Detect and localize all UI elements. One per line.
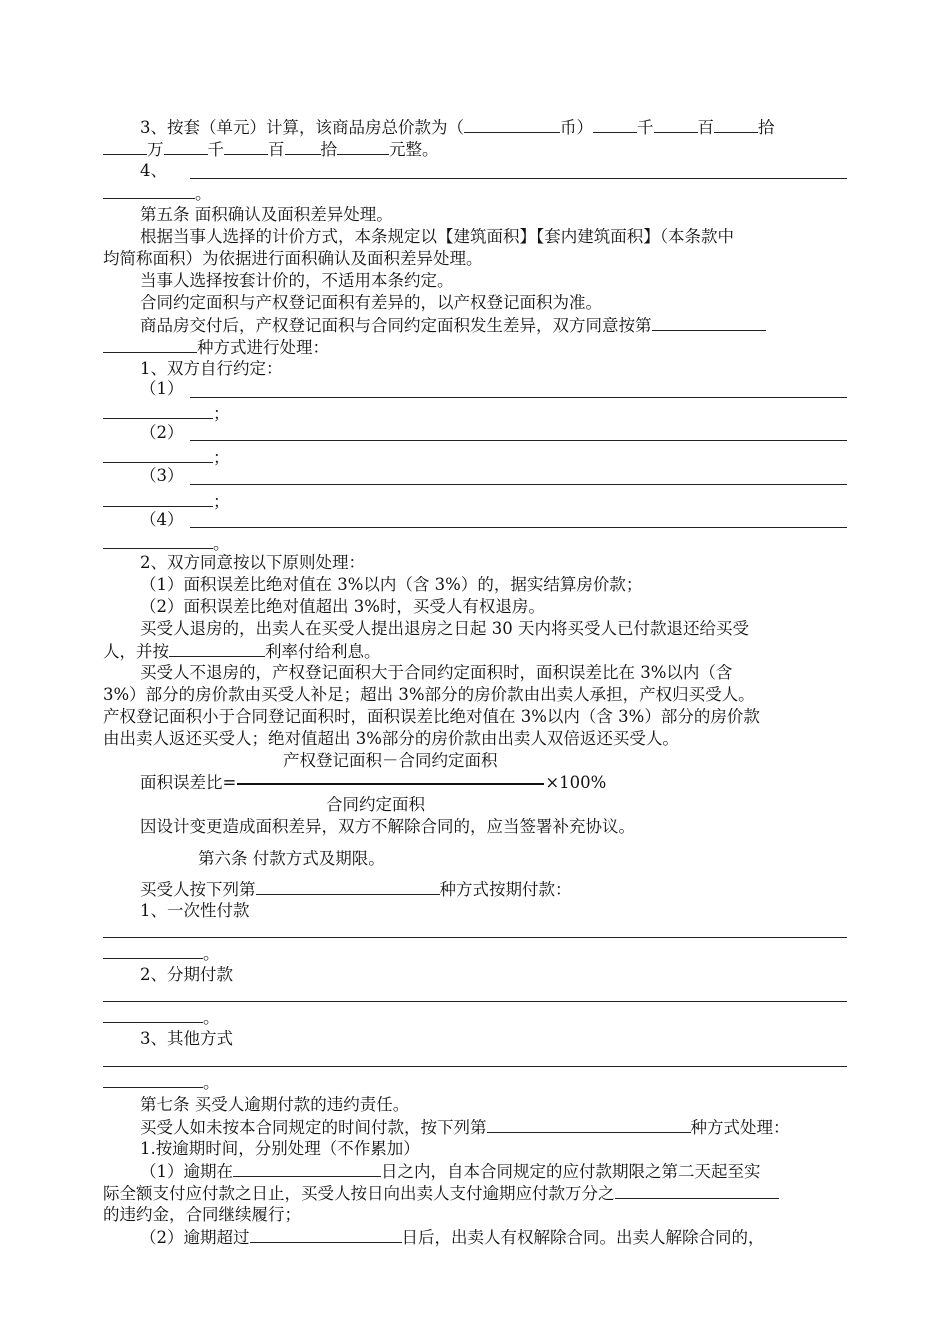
blank[interactable] [714,116,758,133]
item-4-end: 。 [103,182,212,205]
option-1-item-1-blank[interactable] [190,397,847,398]
blank[interactable] [103,182,195,199]
penalty-rate-blank[interactable] [615,1182,779,1199]
currency-blank[interactable] [464,116,560,133]
payment-option-2-blank[interactable] [103,1001,847,1002]
formula-numerator: 产权登记面积－合同约定面积 [283,751,498,770]
paragraph: 的违约金，合同继续履行； [103,1205,301,1224]
payment-option-3-end: 。 [103,1071,220,1094]
blank[interactable] [103,336,197,353]
fraction-bar [237,783,544,785]
paragraph: 际全额支付应付款之日止，买受人按日向出卖人支付逾期应付款万分之 [103,1182,779,1205]
option-1-item-4-end: 。 [103,532,230,555]
price-line-2: 万 千 百 拾 元整。 [103,138,439,161]
price-line-1: 3、按套（单元）计算，该商品房总价款为（ 币） 千 百 拾 [140,118,775,137]
blank[interactable] [103,532,213,549]
blank[interactable] [285,138,321,155]
paragraph: 买受人如未按本合同规定的时间付款，按下列第 种方式处理： [140,1118,790,1137]
blank[interactable] [103,446,213,463]
option-1-item-3-end: ； [103,490,230,513]
blank[interactable] [337,138,389,155]
option-2-rule-2: （2）面积误差比绝对值超出 3%时，买受人有权退房。 [140,597,545,616]
payment-option-3: 3、其他方式 [140,1029,233,1048]
option-1-item-4-blank[interactable] [190,527,847,528]
article-7-title: 第七条 买受人逾期付款的违约责任。 [140,1095,410,1114]
item-4-label: 4、 [140,161,167,180]
overdue-days-blank[interactable] [233,1160,381,1177]
option-1-item-4: （4） [140,510,184,529]
option-1-item-3: （3） [140,466,184,485]
paragraph: 产权登记面积小于合同登记面积时，面积误差比绝对值在 3%以内（含 3%）部分的房价款 [103,707,760,726]
blank[interactable] [164,138,208,155]
formula-denominator: 合同约定面积 [326,795,425,814]
payment-method-blank[interactable] [256,878,440,895]
article-5-title: 第五条 面积确认及面积差异处理。 [140,205,393,224]
paragraph: 当事人选择按套计价的，不适用本条约定。 [140,271,454,290]
formula-line: 面积误差比= ×100% [140,773,607,792]
paragraph: （1）逾期在 日之内，自本合同规定的应付款期限之第二天起至实 [140,1162,761,1181]
payment-option-2-end: 。 [103,1006,220,1029]
payment-option-3-blank[interactable] [103,1066,847,1067]
blank[interactable] [103,138,147,155]
blank[interactable] [654,116,698,133]
option-1-item-2-end: ； [103,446,230,469]
paragraph: 合同约定面积与产权登记面积有差异的，以产权登记面积为准。 [140,293,602,312]
blank[interactable] [103,1006,203,1023]
paragraph: （2）逾期超过 日后，出卖人有权解除合同。出卖人解除合同的， [140,1228,765,1247]
option-1-item-2-blank[interactable] [190,440,847,441]
option-2-rule-1: （1）面积误差比绝对值在 3%以内（含 3%）的，据实结算房价款； [140,575,643,594]
paragraph: 1.按逾期时间，分别处理（不作累加） [140,1139,420,1158]
article-6-title: 第六条 付款方式及期限。 [198,849,385,868]
overdue-exceed-days-blank[interactable] [250,1226,402,1243]
option-1-item-2: （2） [140,423,184,442]
paragraph: 3%）部分的房价款由买受人补足；超出 3%部分的房价款由出卖人承担，产权归买受人。 [103,685,755,704]
blank[interactable] [103,942,203,959]
option-1: 1、双方自行约定： [140,359,283,378]
paragraph: 买受人不退房的，产权登记面积大于合同约定面积时，面积误差比在 3%以内（含 [140,663,733,682]
option-2: 2、双方同意按以下原则处理： [140,553,365,572]
blank[interactable] [103,1071,203,1088]
payment-option-1-end: 。 [103,942,220,965]
paragraph: 人，并按 利率付给利息。 [103,642,381,661]
blank[interactable] [103,490,213,507]
paragraph: 商品房交付后，产权登记面积与合同约定面积发生差异，双方同意按第 [140,314,766,337]
paragraph: 均简称面积）为依据进行面积确认及面积差异处理。 [103,249,483,268]
item-4-blank[interactable] [190,178,847,179]
blank[interactable] [593,116,637,133]
payment-option-1-blank[interactable] [103,937,847,938]
paragraph: 因设计变更造成面积差异，双方不解除合同的，应当签署补充协议。 [140,817,635,836]
blank[interactable] [103,402,213,419]
payment-option-2: 2、分期付款 [140,965,233,984]
option-1-item-1: （1） [140,379,184,398]
payment-option-1: 1、一次性付款 [140,901,250,920]
paragraph: 根据当事人选择的计价方式，本条规定以【建筑面积】【套内建筑面积】（本条款中 [140,227,734,246]
paragraph: 种方式进行处理： [103,336,329,359]
paragraph: 买受人退房的，出卖人在买受人提出退房之日起 30 天内将买受人已付款退还给买受 [140,619,749,638]
handling-method-blank[interactable] [487,1116,691,1133]
blank[interactable] [224,138,268,155]
option-1-item-1-end: ； [103,402,230,425]
interest-rate-blank[interactable] [169,640,265,657]
paragraph: 由出卖人返还买受人；绝对值超出 3%部分的房价款由出卖人双倍返还买受人。 [103,729,679,748]
paragraph: 买受人按下列第 种方式按期付款： [140,880,572,899]
method-blank[interactable] [652,314,766,331]
option-1-item-3-blank[interactable] [190,484,847,485]
